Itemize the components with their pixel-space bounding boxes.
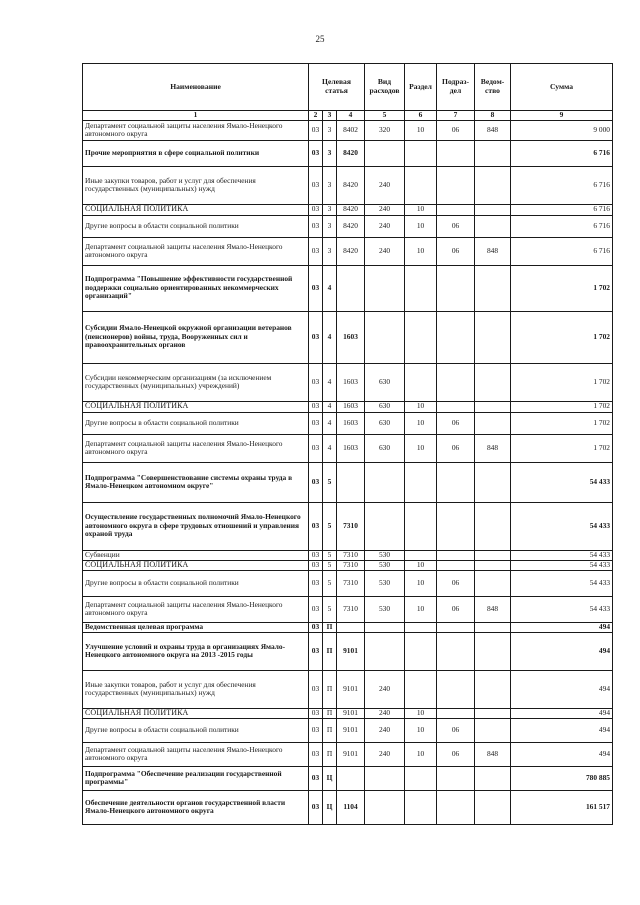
target-article-direction-cell: 9101 xyxy=(337,632,365,670)
amount-cell: 54 433 xyxy=(511,462,613,502)
expense-type-cell xyxy=(365,311,405,363)
target-article-subprogram-cell: 5 xyxy=(323,560,337,570)
department-code-cell xyxy=(475,560,511,570)
subsection-cell xyxy=(437,790,475,824)
target-article-subprogram-cell: 5 xyxy=(323,570,337,596)
target-article-subprogram-cell: П xyxy=(323,622,337,632)
target-article-direction-cell: 1603 xyxy=(337,434,365,462)
expense-type-cell: 240 xyxy=(365,708,405,718)
department-code-cell xyxy=(475,140,511,166)
page-number: 25 xyxy=(315,34,325,44)
expense-type-cell: 240 xyxy=(365,742,405,766)
table-row xyxy=(83,790,613,824)
row-name-cell: Другие вопросы в области социальной политики xyxy=(83,215,309,237)
section-cell: 10 xyxy=(405,718,437,742)
col-number: 5 xyxy=(365,111,405,121)
target-article-direction-cell xyxy=(337,766,365,790)
subsection-cell: 06 xyxy=(437,570,475,596)
row-name-cell: Департамент социальной защиты населения Ямало-Ненецкого автономного округа xyxy=(83,742,309,766)
subsection-cell xyxy=(437,708,475,718)
row-name-cell: Департамент социальной защиты населения Ямало-Ненецкого автономного округа xyxy=(83,434,309,462)
expense-type-cell: 530 xyxy=(365,560,405,570)
subsection-cell xyxy=(437,363,475,401)
row-name-cell: Подпрограмма "Повышение эффективности государственной поддержки социально ориентированных некоммерческих организаций" xyxy=(83,265,309,311)
row-name-cell: Осуществление государственных полномочий Ямало-Ненецкого автономного округа в сфере трудовых отношений и управления охраной труда xyxy=(83,502,309,550)
target-article-program-cell: 03 xyxy=(309,708,323,718)
section-cell: 10 xyxy=(405,237,437,265)
amount-cell: 54 433 xyxy=(511,596,613,622)
amount-cell: 494 xyxy=(511,742,613,766)
expense-type-cell: 240 xyxy=(365,166,405,204)
target-article-subprogram-cell: 5 xyxy=(323,502,337,550)
target-article-program-cell: 03 xyxy=(309,766,323,790)
section-cell xyxy=(405,502,437,550)
subsection-cell xyxy=(437,401,475,412)
amount-cell: 6 716 xyxy=(511,215,613,237)
expense-type-cell: 320 xyxy=(365,120,405,140)
expense-type-cell xyxy=(365,622,405,632)
section-cell: 10 xyxy=(405,401,437,412)
department-code-cell xyxy=(475,550,511,560)
subsection-cell: 06 xyxy=(437,237,475,265)
table-row xyxy=(83,570,613,596)
table-row xyxy=(83,204,613,215)
table-row xyxy=(83,462,613,502)
subsection-cell xyxy=(437,622,475,632)
col-number: 9 xyxy=(511,111,613,121)
target-article-program-cell: 03 xyxy=(309,718,323,742)
subsection-cell: 06 xyxy=(437,718,475,742)
target-article-subprogram-cell: 3 xyxy=(323,204,337,215)
department-code-cell xyxy=(475,311,511,363)
table-row xyxy=(83,401,613,412)
target-article-subprogram-cell: П xyxy=(323,708,337,718)
section-cell xyxy=(405,166,437,204)
amount-cell: 6 716 xyxy=(511,140,613,166)
section-cell: 10 xyxy=(405,215,437,237)
table-row xyxy=(83,237,613,265)
target-article-direction-cell: 1603 xyxy=(337,311,365,363)
section-cell xyxy=(405,790,437,824)
expense-type-cell: 630 xyxy=(365,412,405,434)
target-article-program-cell: 03 xyxy=(309,215,323,237)
target-article-subprogram-cell: 4 xyxy=(323,265,337,311)
table-row xyxy=(83,550,613,560)
section-cell xyxy=(405,670,437,708)
target-article-program-cell: 03 xyxy=(309,670,323,708)
target-article-direction-cell: 8420 xyxy=(337,140,365,166)
amount-cell: 9 000 xyxy=(511,120,613,140)
table-body xyxy=(83,120,613,824)
col-number: 8 xyxy=(475,111,511,121)
table-row xyxy=(83,766,613,790)
department-code-cell xyxy=(475,790,511,824)
expense-type-cell xyxy=(365,632,405,670)
target-article-program-cell: 03 xyxy=(309,560,323,570)
target-article-direction-cell xyxy=(337,265,365,311)
expense-type-cell: 530 xyxy=(365,596,405,622)
target-article-program-cell: 03 xyxy=(309,462,323,502)
expense-type-cell: 240 xyxy=(365,670,405,708)
department-code-cell xyxy=(475,265,511,311)
column-number-row xyxy=(83,111,613,121)
row-name-cell: СОЦИАЛЬНАЯ ПОЛИТИКА xyxy=(83,401,309,412)
row-name-cell: СОЦИАЛЬНАЯ ПОЛИТИКА xyxy=(83,708,309,718)
amount-cell: 54 433 xyxy=(511,502,613,550)
expense-type-cell: 240 xyxy=(365,215,405,237)
target-article-program-cell: 03 xyxy=(309,570,323,596)
subsection-cell xyxy=(437,204,475,215)
expense-type-cell xyxy=(365,462,405,502)
table-row xyxy=(83,140,613,166)
target-article-direction-cell: 9101 xyxy=(337,742,365,766)
section-cell: 10 xyxy=(405,434,437,462)
table-row xyxy=(83,596,613,622)
target-article-direction-cell: 9101 xyxy=(337,670,365,708)
table-row xyxy=(83,363,613,401)
expense-type-cell xyxy=(365,790,405,824)
amount-cell: 494 xyxy=(511,670,613,708)
department-code-cell xyxy=(475,718,511,742)
col-header-subsection: Подраз-дел xyxy=(437,64,475,111)
table-row xyxy=(83,622,613,632)
section-cell xyxy=(405,622,437,632)
target-article-subprogram-cell: П xyxy=(323,742,337,766)
amount-cell: 54 433 xyxy=(511,550,613,560)
department-code-cell xyxy=(475,708,511,718)
target-article-subprogram-cell: П xyxy=(323,718,337,742)
target-article-program-cell: 03 xyxy=(309,502,323,550)
subsection-cell xyxy=(437,502,475,550)
section-cell: 10 xyxy=(405,412,437,434)
expense-type-cell: 240 xyxy=(365,718,405,742)
row-name-cell: Субсидии Ямало-Ненецкой окружной организации ветеранов (пенсионеров) войны, труда, Вооруженных сил и правоохранительных органов xyxy=(83,311,309,363)
row-name-cell: Департамент социальной защиты населения Ямало-Ненецкого автономного округа xyxy=(83,120,309,140)
amount-cell: 6 716 xyxy=(511,204,613,215)
row-name-cell: Другие вопросы в области социальной политики xyxy=(83,570,309,596)
section-cell xyxy=(405,462,437,502)
target-article-direction-cell: 8420 xyxy=(337,215,365,237)
target-article-direction-cell: 1104 xyxy=(337,790,365,824)
target-article-program-cell: 03 xyxy=(309,120,323,140)
target-article-subprogram-cell: 3 xyxy=(323,140,337,166)
row-name-cell: Другие вопросы в области социальной политики xyxy=(83,412,309,434)
target-article-program-cell: 03 xyxy=(309,401,323,412)
section-cell: 10 xyxy=(405,596,437,622)
target-article-program-cell: 03 xyxy=(309,204,323,215)
col-number: 7 xyxy=(437,111,475,121)
target-article-subprogram-cell: 5 xyxy=(323,550,337,560)
expense-type-cell xyxy=(365,140,405,166)
department-code-cell xyxy=(475,215,511,237)
subsection-cell xyxy=(437,140,475,166)
subsection-cell: 06 xyxy=(437,412,475,434)
expense-type-cell: 530 xyxy=(365,550,405,560)
department-code-cell xyxy=(475,622,511,632)
target-article-program-cell: 03 xyxy=(309,596,323,622)
target-article-direction-cell xyxy=(337,622,365,632)
row-name-cell: Иные закупки товаров, работ и услуг для обеспечения государственных (муниципальных) нужд xyxy=(83,166,309,204)
row-name-cell: Иные закупки товаров, работ и услуг для обеспечения государственных (муниципальных) нужд xyxy=(83,670,309,708)
amount-cell: 1 702 xyxy=(511,363,613,401)
header-row xyxy=(83,64,613,111)
table-row xyxy=(83,632,613,670)
subsection-cell: 06 xyxy=(437,120,475,140)
row-name-cell: Департамент социальной защиты населения Ямало-Ненецкого автономного округа xyxy=(83,237,309,265)
department-code-cell: 848 xyxy=(475,434,511,462)
row-name-cell: Обеспечение деятельности органов государственной власти Ямало-Ненецкого автономного округа xyxy=(83,790,309,824)
amount-cell: 54 433 xyxy=(511,570,613,596)
target-article-direction-cell: 8420 xyxy=(337,204,365,215)
department-code-cell xyxy=(475,166,511,204)
department-code-cell xyxy=(475,670,511,708)
amount-cell: 1 702 xyxy=(511,401,613,412)
target-article-direction-cell: 7310 xyxy=(337,570,365,596)
col-header-expense-type: Вид расходов xyxy=(365,64,405,111)
target-article-direction-cell: 7310 xyxy=(337,502,365,550)
department-code-cell xyxy=(475,412,511,434)
amount-cell: 494 xyxy=(511,708,613,718)
table-row xyxy=(83,215,613,237)
target-article-subprogram-cell: 3 xyxy=(323,237,337,265)
amount-cell: 161 517 xyxy=(511,790,613,824)
amount-cell: 1 702 xyxy=(511,311,613,363)
department-code-cell xyxy=(475,632,511,670)
amount-cell: 780 885 xyxy=(511,766,613,790)
target-article-direction-cell: 1603 xyxy=(337,363,365,401)
expense-type-cell: 630 xyxy=(365,401,405,412)
subsection-cell xyxy=(437,166,475,204)
section-cell xyxy=(405,311,437,363)
row-name-cell: Субсидии некоммерческим организациям (за исключением государственных (муниципальных) учреждений) xyxy=(83,363,309,401)
target-article-subprogram-cell: 4 xyxy=(323,401,337,412)
department-code-cell xyxy=(475,502,511,550)
table-row xyxy=(83,718,613,742)
section-cell xyxy=(405,550,437,560)
amount-cell: 6 716 xyxy=(511,166,613,204)
table-row xyxy=(83,560,613,570)
row-name-cell: СОЦИАЛЬНАЯ ПОЛИТИКА xyxy=(83,560,309,570)
table-row xyxy=(83,120,613,140)
department-code-cell xyxy=(475,204,511,215)
target-article-program-cell: 03 xyxy=(309,550,323,560)
table-row xyxy=(83,311,613,363)
target-article-direction-cell: 9101 xyxy=(337,708,365,718)
target-article-program-cell: 03 xyxy=(309,265,323,311)
row-name-cell: Ведомственная целевая программа xyxy=(83,622,309,632)
row-name-cell: Другие вопросы в области социальной политики xyxy=(83,718,309,742)
subsection-cell xyxy=(437,462,475,502)
target-article-program-cell: 03 xyxy=(309,140,323,166)
row-name-cell: Прочие мероприятия в сфере социальной политики xyxy=(83,140,309,166)
target-article-program-cell: 03 xyxy=(309,311,323,363)
section-cell: 10 xyxy=(405,560,437,570)
amount-cell: 1 702 xyxy=(511,412,613,434)
amount-cell: 494 xyxy=(511,718,613,742)
section-cell: 10 xyxy=(405,570,437,596)
target-article-subprogram-cell: 5 xyxy=(323,596,337,622)
expense-type-cell: 630 xyxy=(365,434,405,462)
target-article-subprogram-cell: 4 xyxy=(323,311,337,363)
table-row xyxy=(83,434,613,462)
col-number: 6 xyxy=(405,111,437,121)
target-article-subprogram-cell: П xyxy=(323,632,337,670)
target-article-program-cell: 03 xyxy=(309,237,323,265)
target-article-subprogram-cell: 4 xyxy=(323,363,337,401)
subsection-cell xyxy=(437,311,475,363)
department-code-cell: 848 xyxy=(475,120,511,140)
expense-type-cell xyxy=(365,766,405,790)
table-row xyxy=(83,412,613,434)
section-cell xyxy=(405,632,437,670)
budget-table xyxy=(82,63,613,825)
department-code-cell xyxy=(475,462,511,502)
department-code-cell xyxy=(475,570,511,596)
subsection-cell xyxy=(437,632,475,670)
department-code-cell: 848 xyxy=(475,596,511,622)
expense-type-cell: 530 xyxy=(365,570,405,596)
department-code-cell xyxy=(475,363,511,401)
amount-cell: 494 xyxy=(511,632,613,670)
section-cell xyxy=(405,363,437,401)
target-article-subprogram-cell: 3 xyxy=(323,120,337,140)
expense-type-cell: 630 xyxy=(365,363,405,401)
target-article-subprogram-cell: 3 xyxy=(323,166,337,204)
col-number: 3 xyxy=(323,111,337,121)
section-cell xyxy=(405,265,437,311)
table-row xyxy=(83,670,613,708)
amount-cell: 1 702 xyxy=(511,434,613,462)
row-name-cell: Улучшение условий и охраны труда в организациях Ямало-Ненецкого автономного округа на 2013 -2015 годы xyxy=(83,632,309,670)
department-code-cell xyxy=(475,766,511,790)
section-cell: 10 xyxy=(405,120,437,140)
target-article-program-cell: 03 xyxy=(309,412,323,434)
row-name-cell: Субвенции xyxy=(83,550,309,560)
subsection-cell: 06 xyxy=(437,742,475,766)
target-article-subprogram-cell: Ц xyxy=(323,766,337,790)
table-row xyxy=(83,166,613,204)
section-cell xyxy=(405,766,437,790)
row-name-cell: Подпрограмма "Совершенствование системы охраны труда в Ямало-Ненецком автономном округе" xyxy=(83,462,309,502)
col-header-name: Наименование xyxy=(83,64,309,111)
department-code-cell: 848 xyxy=(475,237,511,265)
target-article-program-cell: 03 xyxy=(309,622,323,632)
subsection-cell: 06 xyxy=(437,434,475,462)
target-article-direction-cell xyxy=(337,462,365,502)
target-article-subprogram-cell: 4 xyxy=(323,412,337,434)
target-article-direction-cell: 1603 xyxy=(337,401,365,412)
table-row xyxy=(83,265,613,311)
col-header-target-article: Целевая статья xyxy=(309,64,365,111)
department-code-cell: 848 xyxy=(475,742,511,766)
col-header-department: Ведом-ство xyxy=(475,64,511,111)
col-number: 2 xyxy=(309,111,323,121)
target-article-direction-cell: 7310 xyxy=(337,596,365,622)
subsection-cell xyxy=(437,670,475,708)
department-code-cell xyxy=(475,401,511,412)
target-article-subprogram-cell: Ц xyxy=(323,790,337,824)
amount-cell: 6 716 xyxy=(511,237,613,265)
amount-cell: 54 433 xyxy=(511,560,613,570)
expense-type-cell: 240 xyxy=(365,237,405,265)
subsection-cell xyxy=(437,265,475,311)
target-article-program-cell: 03 xyxy=(309,742,323,766)
table-row xyxy=(83,742,613,766)
subsection-cell xyxy=(437,550,475,560)
col-header-amount: Сумма xyxy=(511,64,613,111)
section-cell: 10 xyxy=(405,742,437,766)
target-article-program-cell: 03 xyxy=(309,790,323,824)
target-article-direction-cell: 7310 xyxy=(337,550,365,560)
target-article-direction-cell: 7310 xyxy=(337,560,365,570)
row-name-cell: Подпрограмма "Обеспечение реализации государственной программы" xyxy=(83,766,309,790)
col-number: 4 xyxy=(337,111,365,121)
target-article-subprogram-cell: 5 xyxy=(323,462,337,502)
target-article-subprogram-cell: 3 xyxy=(323,215,337,237)
expense-type-cell xyxy=(365,265,405,311)
subsection-cell: 06 xyxy=(437,596,475,622)
target-article-direction-cell: 8420 xyxy=(337,237,365,265)
target-article-direction-cell: 9101 xyxy=(337,718,365,742)
row-name-cell: СОЦИАЛЬНАЯ ПОЛИТИКА xyxy=(83,204,309,215)
target-article-program-cell: 03 xyxy=(309,632,323,670)
col-header-section: Раздел xyxy=(405,64,437,111)
subsection-cell xyxy=(437,766,475,790)
target-article-direction-cell: 8402 xyxy=(337,120,365,140)
table-row xyxy=(83,708,613,718)
target-article-program-cell: 03 xyxy=(309,363,323,401)
section-cell: 10 xyxy=(405,204,437,215)
target-article-program-cell: 03 xyxy=(309,166,323,204)
target-article-direction-cell: 1603 xyxy=(337,412,365,434)
row-name-cell: Департамент социальной защиты населения Ямало-Ненецкого автономного округа xyxy=(83,596,309,622)
target-article-program-cell: 03 xyxy=(309,434,323,462)
expense-type-cell: 240 xyxy=(365,204,405,215)
target-article-direction-cell: 8420 xyxy=(337,166,365,204)
table-row xyxy=(83,502,613,550)
amount-cell: 494 xyxy=(511,622,613,632)
amount-cell: 1 702 xyxy=(511,265,613,311)
col-number: 1 xyxy=(83,111,309,121)
target-article-subprogram-cell: 4 xyxy=(323,434,337,462)
subsection-cell xyxy=(437,560,475,570)
section-cell xyxy=(405,140,437,166)
expense-type-cell xyxy=(365,502,405,550)
section-cell: 10 xyxy=(405,708,437,718)
subsection-cell: 06 xyxy=(437,215,475,237)
target-article-subprogram-cell: П xyxy=(323,670,337,708)
